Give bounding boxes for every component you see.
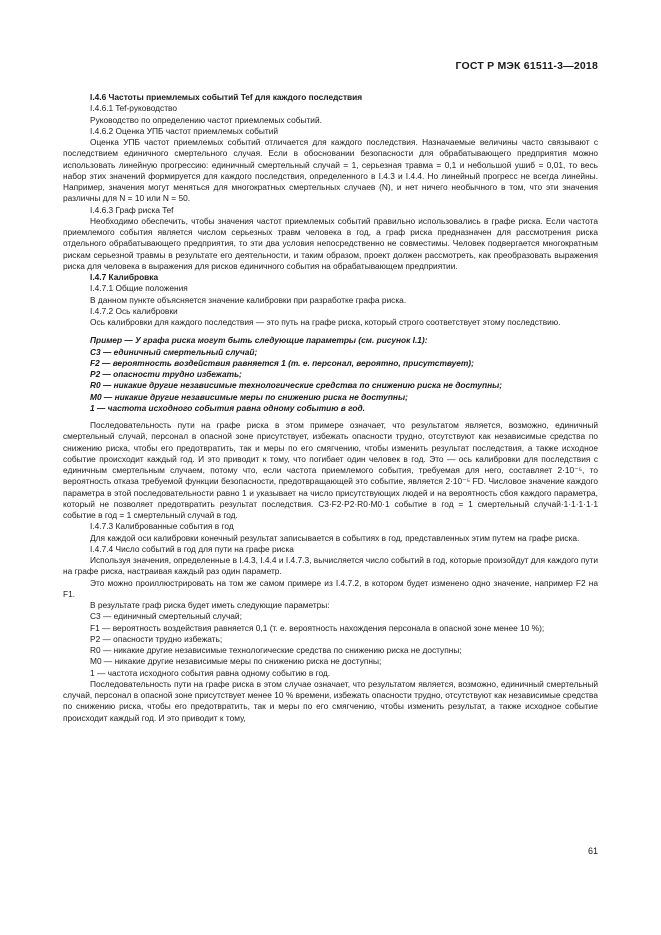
parameter-item: P2 — опасности трудно избежать; <box>90 633 223 644</box>
subsection-heading: I.4.7.1 Общие положения <box>90 283 188 294</box>
body-paragraph: Это можно проиллюстрировать на том же самом примере из I.4.7.2, в котором будет изменено одно значение, например F2 на F1. <box>63 577 598 599</box>
parameter-item: C3 — единичный смертельный случай; <box>90 611 242 622</box>
body-paragraph: Для каждой оси калибровки конечный результат записывается в событиях в год, представленных этим путем на графе риска. <box>90 532 580 543</box>
body-paragraph: Используя значения, определенные в I.4.3, I.4.4 и I.4.7.3, вычисляется число событий в год, которые произойдут для каждого пути на графе риска, настраивая каждый раз один параметр. <box>63 555 598 577</box>
subsection-heading: I.4.6.1 Tef-руководство <box>90 103 178 114</box>
example-item: R0 — никакие другие независимые технологические средства по снижению риска не доступны; <box>90 380 503 391</box>
example-item: M0 — никакие другие независимые меры по снижению риска не доступны; <box>90 391 408 402</box>
example-item: P2 — опасности трудно избежать; <box>90 369 242 379</box>
standard-header: ГОСТ Р МЭК 61511-3—2018 <box>455 60 598 72</box>
subsection-heading: I.4.6.2 Оценка УПБ частот приемлемых событий <box>90 125 279 136</box>
body-paragraph: Оценка УПБ частот приемлемых событий отличается для каждого последствия. Назначаемые величины часто связывают с последствием единичного смертельного случая. Если в обосновании безопасности для обрабатывающего предприятия можно использовать линейную прогрессию: единичный смертельный случай = 1, серьезная травма = 0,1 и небольшой ушиб = 0,01, то весь набор этих значений формируется для каждого последствия, определенного в I.4.3 и I.4.4. Но линейный прогресс не всегда линейны. Например, значения могут меняться для многократных смертельных случаев (N), и нет ничего необычного в том, что эти значения различны для N = 10 или N = 50. <box>63 137 598 204</box>
subsection-heading: I.4.7.4 Число событий в год для пути на графе риска <box>90 543 294 554</box>
spacer <box>63 328 598 335</box>
section-heading-i-4-7: I.4.7 Калибровка <box>90 272 159 282</box>
body-paragraph: Последовательность пути на графе риска в этом случае означает, что результатом является, возможно, единичный смертельный случай, персонал в опасной зоне присутствует менее 10 % времени, избежать опасности трудно, отсутствуют как независимые средства по снижению риска, чтобы его предотвратить, так и меры по его смягчению, чтобы изменить результат, а также исходное событие происходит каждый год. И это приводит к тому, <box>63 678 598 723</box>
body-paragraph: Руководство по определению частот приемлемых событий. <box>90 114 322 125</box>
parameter-item: R0 — никакие другие независимые технологические средства по снижению риска не доступны; <box>90 645 462 655</box>
example-heading: Пример — У графа риска могут быть следующие параметры (см. рисунок I.1): <box>90 335 428 346</box>
body-paragraph: В результате граф риска будет иметь следующие параметры: <box>90 600 330 610</box>
document-body <box>63 92 598 724</box>
body-paragraph: Последовательность пути на графе риска в этом примере означает, что результатом является, возможно, единичный смертельный случай, персонал в опасной зоне присутствует, избежать опасности трудно, отсутствуют как независимые средства по снижению риска, чтобы его предотвратить, так и меры по его смягчению, чтобы изменить результат последствия, а также исходное событие происходит каждый год. И это приводит к тому, что погибает один человек в год. Это — ось калибровки для последствия с единичным смертельным случаем, потому что, если частота приемлемого события, требуемая для него, составляет 2·10⁻⁵, то вероятность отказа требуемой функции безопасности, предотвращающей это событие, является 2·10⁻⁵ FD. Числовое значение каждого параметра в этой последовательности равно 1 и указывает на число присутствующих людей и на вероятность сбоя каждого параметра, который не позволяет предотвратить результат последствия. C3·F2·P2·R0·M0·1 событие в год = 1 смертельный случай·1·1·1·1·1 событие в год = 1 смертельный случай в год. <box>63 420 598 520</box>
example-item: C3 — единичный смертельный случай; <box>90 346 258 357</box>
subsection-heading: I.4.7.3 Калиброванные события в год <box>90 521 234 532</box>
subsection-heading: I.4.7.2 Ось калибровки <box>90 305 178 316</box>
parameter-item: 1 — частота исходного события равна одному событию в год. <box>90 667 331 678</box>
body-paragraph: Ось калибровки для каждого последствия — это путь на графе риска, который строго соответствует этому последствию. <box>90 317 561 327</box>
parameter-item: F1 — вероятность воздействия равняется 0,1 (т. е. вероятность нахождения персонала в опасной зоне менее 10 %); <box>90 622 545 633</box>
parameter-item: M0 — никакие другие независимые меры по снижению риска не доступны; <box>90 656 382 667</box>
example-item: F2 — вероятность воздействия равняется 1 (т. е. персонал, вероятно, присутствует); <box>90 357 474 368</box>
body-paragraph: В данном пункте объясняется значение калибровки при разработке графа риска. <box>90 294 407 305</box>
subsection-heading: I.4.6.3 Граф риска Tef <box>90 204 174 215</box>
section-heading-i-4-6: I.4.6 Частоты приемлемых событий Tef для каждого последствия <box>90 92 363 102</box>
page-number: 61 <box>587 846 598 856</box>
body-paragraph: Необходимо обеспечить, чтобы значения частот приемлемых событий правильно использовались в графе риска. Если частота приемлемого события является числом серьезных травм человека в год, а граф риска предназначен для рассмотрения риска отдельного обрабатывающего предприятия, то эти два условия непосредственно не совместимы. Человек подвергается многократным рискам серьезной травмы в результате его деятельности, и таким образом, проект должен рассмотреть, как преобразовать выражения риска для человека в выражения для рисков единичного события на обрабатывающем предприятии. <box>63 215 598 271</box>
example-item: 1 — частота исходного события равна одному событию в год. <box>90 402 365 413</box>
